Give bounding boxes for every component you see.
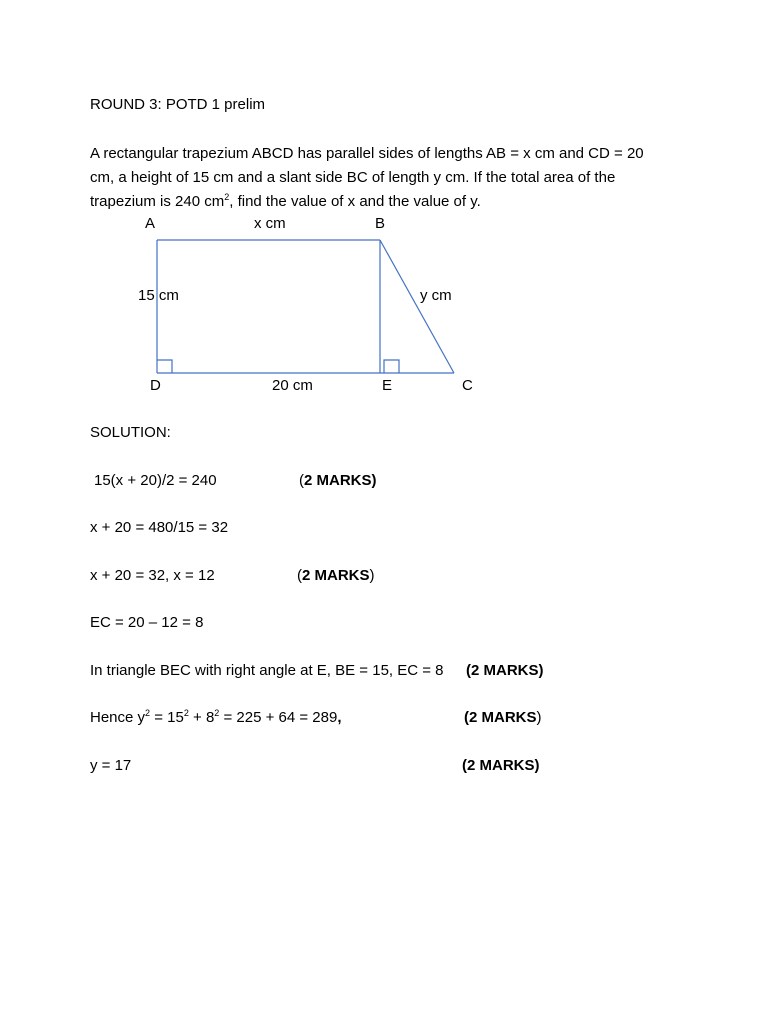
side-label-ab: x cm <box>254 215 286 232</box>
step6-sup-3: 2 <box>214 708 220 718</box>
marks-step-7 <box>462 756 540 776</box>
solution-step-5: In triangle BEC with right angle at E, BE = 15, EC = 8 <box>90 662 444 679</box>
step6-sup-2: 2 <box>183 708 189 718</box>
problem-line-3-text: trapezium is 240 cm <box>90 193 225 210</box>
marks-close-paren: ) <box>536 709 542 726</box>
marks-text: 2 MARKS) <box>304 472 377 489</box>
step6-part-c: + 8 <box>188 709 215 726</box>
problem-superscript: 2 <box>224 192 230 202</box>
vertex-label-a: A <box>145 215 156 232</box>
marks-text: (2 MARKS <box>464 709 537 726</box>
step6-comma: , <box>337 709 342 726</box>
right-angle-mark-d <box>157 360 172 373</box>
solution-step-6 <box>90 708 342 728</box>
marks-step-1 <box>299 471 377 491</box>
solution-heading: SOLUTION: <box>90 424 171 441</box>
side-label-height: 15 cm <box>138 287 179 304</box>
marks-open-paren: ( <box>299 472 304 489</box>
side-bc <box>380 240 454 373</box>
solution-step-1: 15(x + 20)/2 = 240 <box>94 472 217 489</box>
marks-step-6 <box>464 708 542 728</box>
vertex-label-b: B <box>375 215 386 232</box>
side-label-slant: y cm <box>420 287 452 304</box>
marks-close-paren: ) <box>369 567 375 584</box>
point-label-e: E <box>382 377 393 394</box>
marks-text: (2 MARKS) <box>462 757 540 774</box>
marks-step-5 <box>466 661 544 681</box>
vertex-label-c: C <box>462 377 473 394</box>
page-title: ROUND 3: POTD 1 prelim <box>90 96 266 113</box>
right-angle-mark-e <box>384 360 399 373</box>
side-label-dc: 20 cm <box>272 377 313 394</box>
solution-step-2: x + 20 = 480/15 = 32 <box>90 519 229 536</box>
marks-open-paren: ( <box>297 567 302 584</box>
step6-part-a: Hence y <box>90 709 146 726</box>
solution-step-3: x + 20 = 32, x = 12 <box>90 567 215 584</box>
step6-part-b: = 15 <box>150 709 184 726</box>
step6-sup-1: 2 <box>145 708 151 718</box>
marks-step-3 <box>297 566 375 586</box>
solution-step-4: EC = 20 – 12 = 8 <box>90 614 204 631</box>
step6-part-d: = 225 + 64 = 289 <box>219 709 338 726</box>
marks-text: (2 MARKS) <box>466 662 544 679</box>
problem-line-1: A rectangular trapezium ABCD has parallel sides of lengths AB = x cm and CD = 20 <box>90 145 644 162</box>
marks-text: 2 MARKS <box>302 567 370 584</box>
problem-line-2: cm, a height of 15 cm and a slant side BC of length y cm. If the total area of the <box>90 169 616 186</box>
solution-step-7: y = 17 <box>90 757 132 774</box>
vertex-label-d: D <box>150 377 161 394</box>
problem-line-3-end: , find the value of x and the value of y. <box>229 193 481 210</box>
